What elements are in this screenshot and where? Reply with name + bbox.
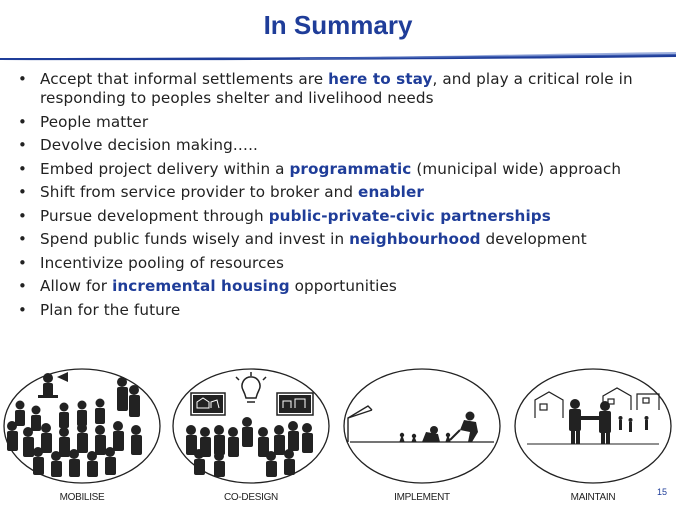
stage-codesign — [171, 360, 331, 503]
bullet-text: development — [480, 230, 587, 248]
bullet-item — [14, 230, 664, 249]
page-number: 15 — [656, 487, 667, 497]
summary-bullet-list — [14, 70, 664, 324]
bullet-text: Accept that informal settlements are — [40, 70, 329, 88]
slide-title: In Summary — [263, 10, 413, 40]
stage-label-implement: IMPLEMENT — [394, 492, 450, 503]
bullet-text: Spend public funds wisely and invest in — [40, 230, 350, 248]
bullet-emphasis: programmatic — [289, 159, 412, 178]
megaphone-icon — [57, 372, 68, 382]
bullet-dot: • — [18, 230, 27, 248]
stage-maintain — [513, 360, 673, 503]
bullet-text: opportunities — [289, 277, 397, 295]
bullet-text: Shift from service provider to broker and — [40, 183, 359, 201]
bullet-dot: • — [18, 136, 27, 154]
stage-mobilise — [2, 360, 162, 503]
bullet-item — [14, 183, 664, 202]
bullet-dot: • — [18, 70, 27, 88]
bullet-item — [14, 207, 664, 226]
bullet-dot: • — [18, 112, 27, 131]
maintain-illustration — [513, 360, 673, 485]
bullet-text: Pursue development through — [40, 206, 269, 225]
bullet-dot: • — [18, 159, 27, 178]
bullet-text: Embed project delivery within a — [40, 159, 290, 178]
bullet-item — [14, 301, 664, 320]
bullet-emphasis: neighbourhood — [349, 230, 481, 248]
implement-illustration — [342, 360, 502, 485]
bullet-emphasis: public-private-civic partnerships — [268, 206, 551, 225]
bullet-text: People matter — [40, 112, 149, 131]
houses — [535, 388, 659, 418]
bullet-text: (municipal wide) approach — [411, 159, 622, 178]
mobilise-illustration — [2, 360, 162, 485]
bullet-item — [14, 160, 664, 179]
bullet-item — [14, 254, 664, 273]
title-underline-swoosh — [0, 44, 676, 66]
street-people — [619, 416, 649, 432]
bullet-dot: • — [18, 253, 27, 272]
worker-bending — [450, 412, 478, 443]
lightbulb-icon — [236, 372, 266, 402]
handshake-icon — [569, 399, 611, 444]
bullet-item — [14, 277, 664, 296]
bullet-item — [14, 136, 664, 155]
worker-kneeling — [422, 426, 440, 442]
house-outline — [348, 406, 372, 442]
bullet-dot: • — [18, 183, 27, 201]
bullet-emphasis: enabler — [358, 183, 424, 201]
bullet-text: Incentivize pooling of resources — [40, 253, 284, 272]
bullet-emphasis: here to stay — [328, 70, 433, 88]
bullet-text: Devolve decision making….. — [40, 136, 258, 154]
stage-label-codesign: CO-DESIGN — [224, 492, 278, 503]
bullet-text: , and play a critical role in responding to peoples shelter and livelihood needs — [40, 70, 633, 107]
bullet-item — [14, 70, 664, 108]
bullet-text: Plan for the future — [40, 300, 181, 319]
bullet-dot: • — [18, 206, 27, 225]
bullet-text: Allow for — [40, 277, 113, 295]
stage-implement — [342, 360, 502, 503]
codesign-illustration — [171, 360, 331, 485]
stage-label-maintain: MAINTAIN — [570, 492, 616, 503]
stage-label-mobilise: MOBILISE — [59, 492, 105, 503]
bullet-item — [14, 113, 664, 132]
bullet-dot: • — [18, 300, 27, 319]
bullet-dot: • — [18, 277, 27, 295]
bullet-emphasis: incremental housing — [112, 277, 290, 295]
